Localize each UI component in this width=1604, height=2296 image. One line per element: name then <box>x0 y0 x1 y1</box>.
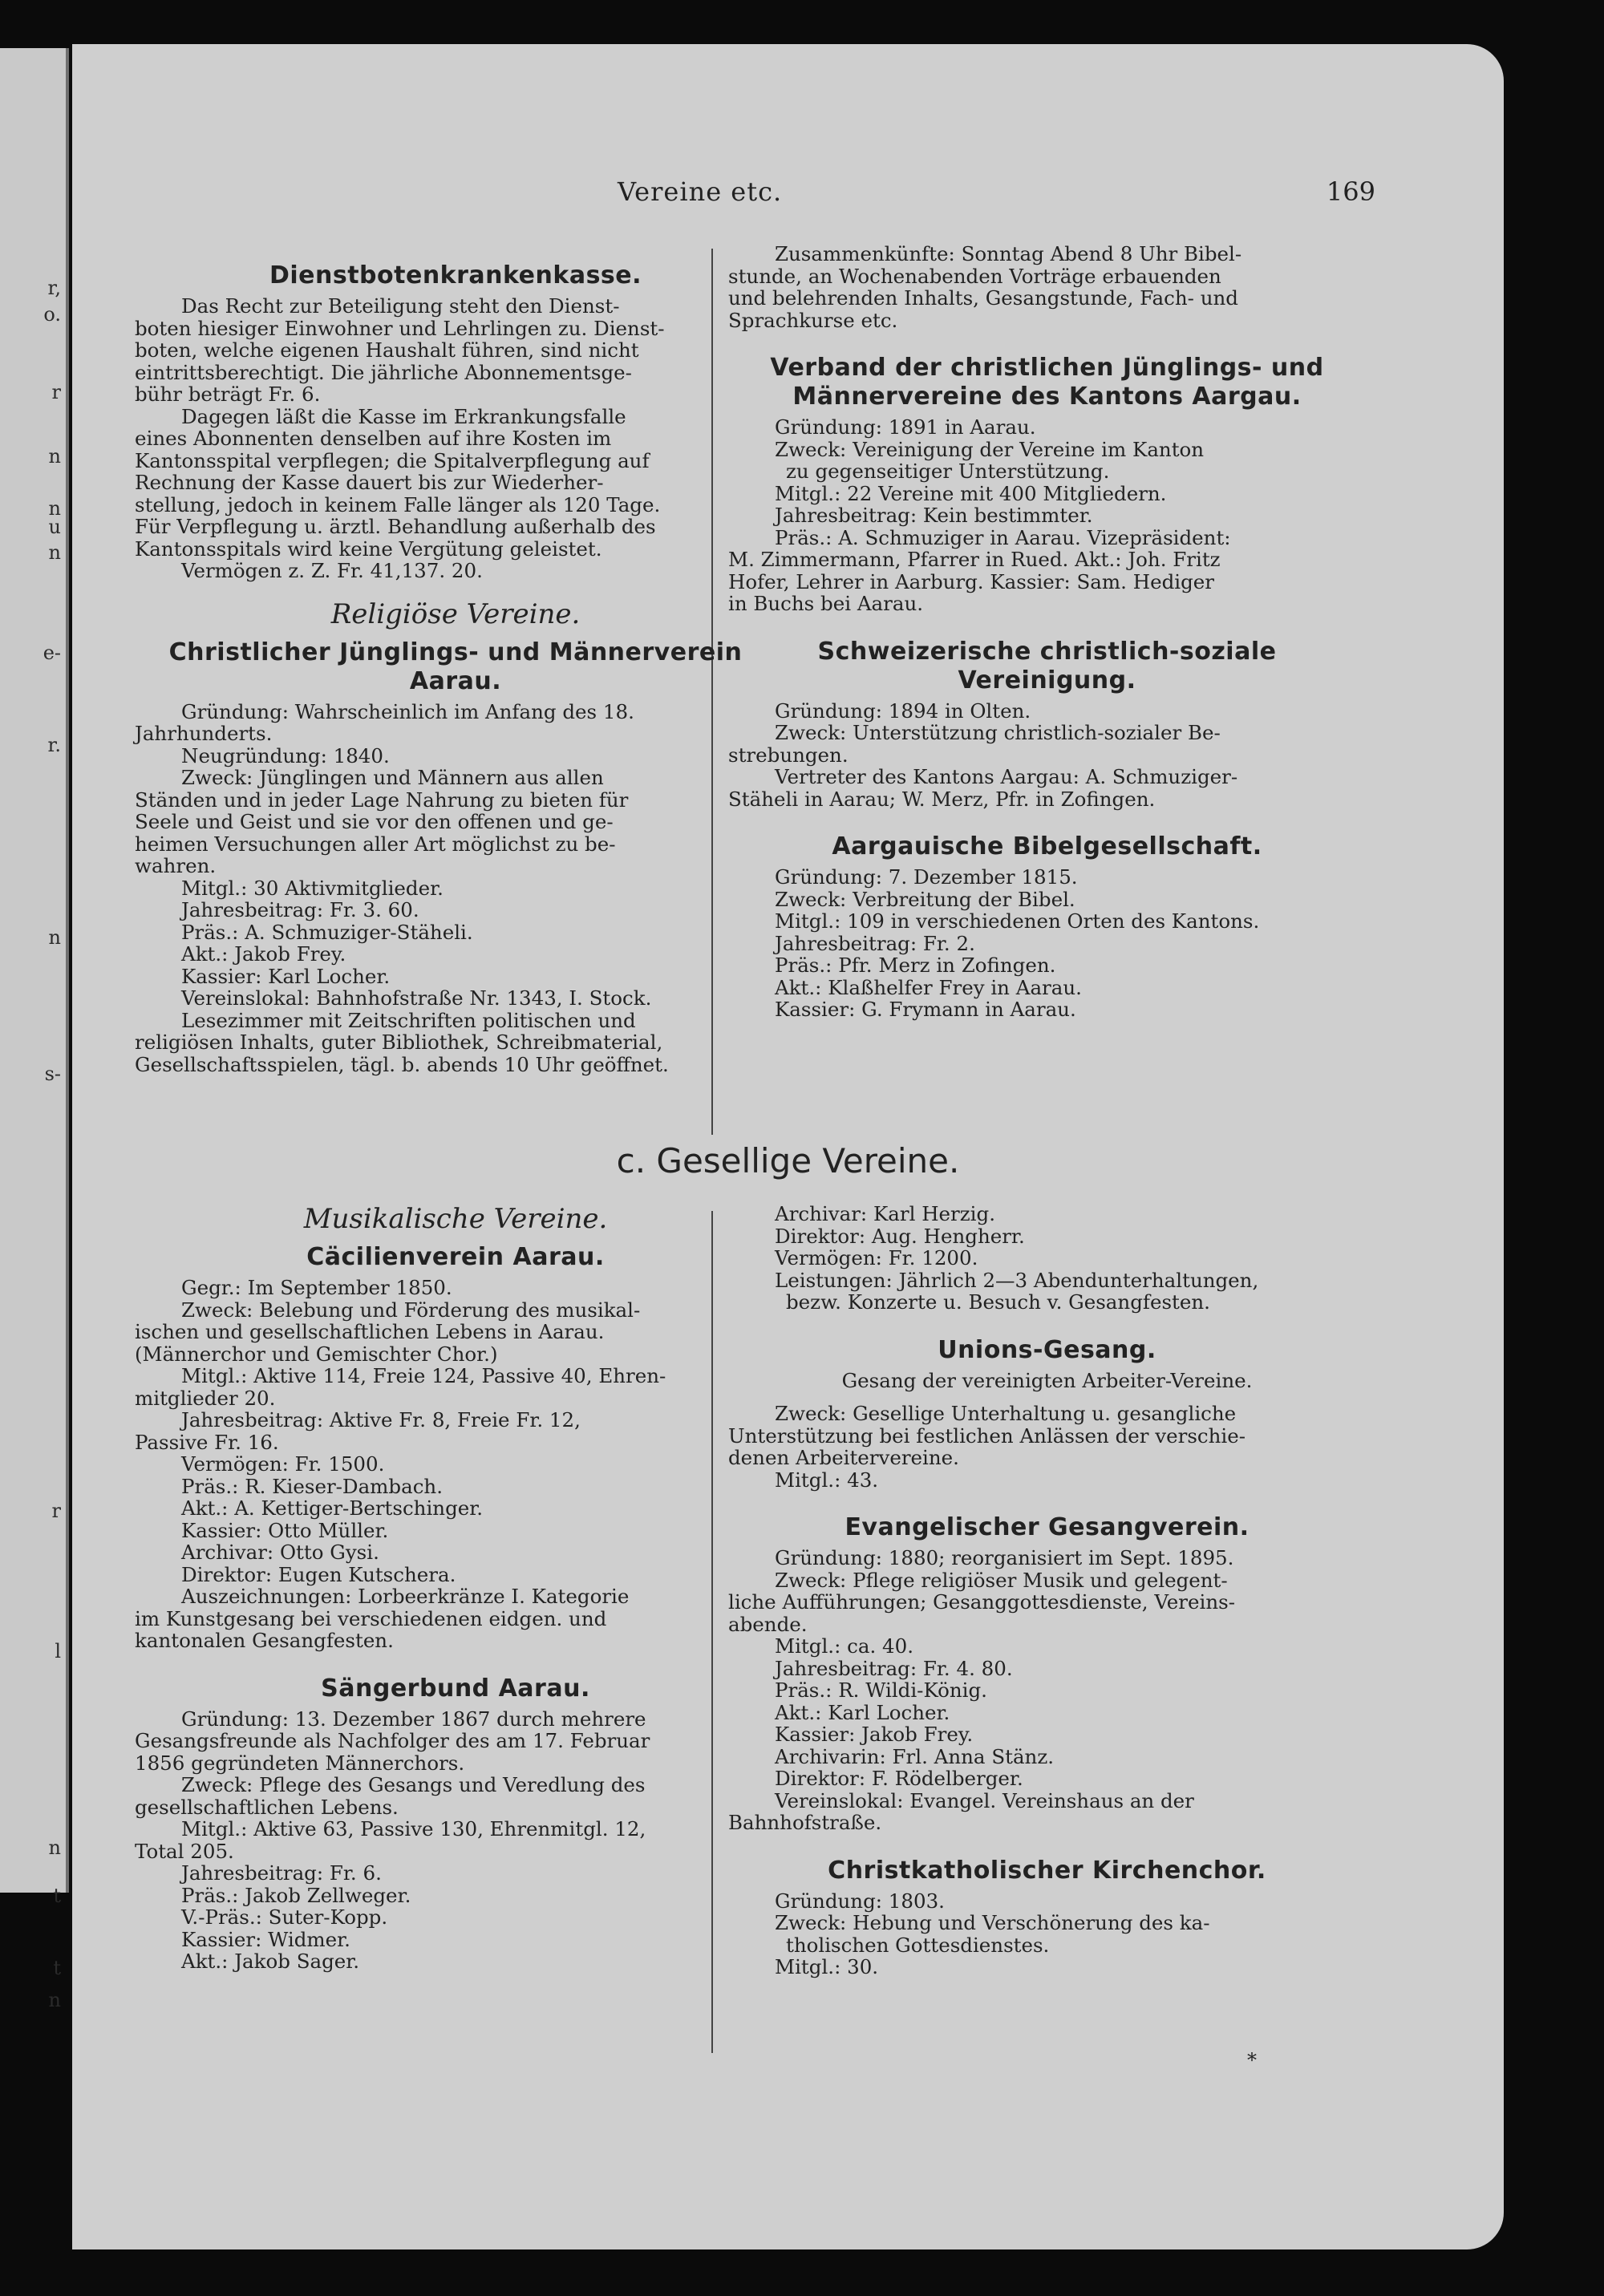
text-line: Akt.: Jakob Frey. <box>181 942 346 966</box>
text-line: Kassier: Widmer. <box>181 1927 350 1951</box>
text-line: Gründung: 13. Dezember 1867 durch mehrere <box>181 1707 646 1731</box>
margin-fragment: n <box>48 541 61 564</box>
margin-fragment: n <box>48 497 61 520</box>
text-line: Präs.: R. Kieser-Dambach. <box>181 1474 443 1498</box>
entry-title-verband-aargau: Verband der christlichen Jünglings- und Männervereine des Kantons Aargau. <box>770 354 1324 411</box>
previous-page-edge <box>0 48 69 2011</box>
text-line: mitglieder 20. <box>135 1386 276 1410</box>
text-line: Kassier: Otto Müller. <box>181 1518 389 1542</box>
text-line: Gründung: 1891 in Aarau. <box>775 415 1036 439</box>
text-line: Mitgl.: Aktive 63, Passive 130, Ehrenmitgl. 12, <box>181 1817 646 1840</box>
text-line: V.-Präs.: Suter-Kopp. <box>181 1905 388 1929</box>
text-line: Direktor: Eugen Kutschera. <box>181 1562 456 1586</box>
entry-title-saengerbund: Sängerbund Aarau. <box>321 1674 590 1703</box>
text-line: Jahresbeitrag: Fr. 4. 80. <box>775 1656 1013 1680</box>
text-line: ischen und gesellschaftlichen Lebens in Aarau. <box>135 1320 605 1343</box>
text-line: Kantonsspitals wird keine Vergütung geleistet. <box>135 537 602 561</box>
text-line: eines Abonnenten denselben auf ihre Kosten im <box>135 427 612 450</box>
text-line: Gründung: 1803. <box>775 1889 945 1913</box>
text-line: boten hiesiger Einwohner und Lehrlingen zu. Dienst- <box>135 316 665 340</box>
spacer <box>728 615 1366 633</box>
spacer <box>728 331 1366 349</box>
text-line: Neugründung: 1840. <box>181 743 390 767</box>
text-line: Jahresbeitrag: Aktive Fr. 8, Freie Fr. 12, <box>181 1408 581 1431</box>
margin-fragment: n <box>48 1836 61 1859</box>
text-line: Seele und Geist und sie vor den offenen und ge- <box>135 810 614 833</box>
text-line: 1856 gegründeten Männerchors. <box>135 1751 465 1775</box>
text-line: kantonalen Gesangfesten. <box>135 1629 394 1652</box>
text-line: Kantonsspital verpflegen; die Spitalverpflegung auf <box>135 448 650 472</box>
text-line: Zweck: Unterstützung christlich-sozialer Be- <box>775 721 1221 744</box>
text-line: Gegr.: Im September 1850. <box>181 1276 452 1299</box>
entry-title-christkatholischer-kirchenchor: Christkatholischer Kirchenchor. <box>828 1856 1266 1885</box>
margin-fragment: r. <box>47 734 61 756</box>
text-line: Das Recht zur Beteiligung steht den Dienst- <box>181 294 620 318</box>
ornament-asterisk-icon: * <box>1247 2049 1257 2071</box>
margin-fragment: e- <box>43 642 61 664</box>
category-heading-musikalische-vereine: Musikalische Vereine. <box>303 1203 608 1235</box>
text-line: tholischen Gottesdienstes. <box>786 1933 1050 1957</box>
category-heading-religioese-vereine: Religiöse Vereine. <box>330 597 581 630</box>
text-line: heimen Versuchungen aller Art möglichst zu be- <box>135 832 616 856</box>
margin-fragment: r, <box>47 277 61 299</box>
entry-title-bibelgesellschaft: Aargauische Bibelgesellschaft. <box>832 832 1262 860</box>
entry-title-caecilienverein: Cäcilienverein Aarau. <box>306 1243 605 1271</box>
text-line: Vermögen z. Z. Fr. 41,137. 20. <box>181 559 483 582</box>
text-line: strebungen. <box>728 743 849 767</box>
text-line: Vermögen: Fr. 1500. <box>181 1452 385 1476</box>
text-line: Gesangsfreunde als Nachfolger des am 17. Februar <box>135 1729 650 1752</box>
text-line: Stäheli in Aarau; W. Merz, Pfr. in Zofingen. <box>728 787 1156 811</box>
text-line: Zweck: Vereinigung der Vereine im Kanton <box>775 437 1205 461</box>
entry-title-christlich-soziale-vereinigung: Schweizerische christlich-soziale Vereinigung. <box>817 637 1277 694</box>
text-line: Dagegen läßt die Kasse im Erkrankungsfalle <box>181 404 626 428</box>
margin-fragment: o. <box>43 303 61 326</box>
entry-title-dienstbotenkrankenkasse: Dienstbotenkrankenkasse. <box>269 261 642 290</box>
text-line: Total 205. <box>135 1839 234 1863</box>
spacer <box>728 1491 1366 1508</box>
text-line: religiösen Inhalts, guter Bibliothek, Schreibmaterial, <box>135 1031 663 1054</box>
text-line: stellung, jedoch in keinem Falle länger als 120 Tage. <box>135 492 661 516</box>
right-column-bottom <box>728 1203 1366 1978</box>
text-line: Archivarin: Frl. Anna Stänz. <box>775 1744 1055 1768</box>
text-line: Vereinslokal: Bahnhofstraße Nr. 1343, I. Stock. <box>181 986 652 1010</box>
text-line: Vereinslokal: Evangel. Vereinshaus an der <box>775 1788 1194 1812</box>
text-line: Gründung: 7. Dezember 1815. <box>775 865 1078 889</box>
text-line: Vertreter des Kantons Aargau: A. Schmuziger- <box>775 765 1238 788</box>
text-line: in Buchs bei Aarau. <box>728 592 924 615</box>
text-line: Jahresbeitrag: Fr. 3. 60. <box>181 898 419 921</box>
left-column-top <box>135 257 776 1075</box>
text-line: Zweck: Pflege religiöser Musik und gelegent- <box>775 1568 1228 1592</box>
margin-fragment: r <box>51 1500 61 1522</box>
text-line: Direktor: F. Rödelberger. <box>775 1767 1023 1790</box>
spacer <box>135 1652 776 1670</box>
text-line: Leistungen: Jährlich 2—3 Abendunterhaltungen, <box>775 1268 1259 1292</box>
text-line: Zweck: Verbreitung der Bibel. <box>775 887 1075 911</box>
text-line: Präs.: A. Schmuziger-Stäheli. <box>181 920 473 944</box>
margin-fragment: t <box>53 1885 61 1907</box>
text-line: Jahresbeitrag: Fr. 6. <box>181 1861 382 1885</box>
text-line: abende. <box>728 1612 808 1636</box>
text-line: Akt.: Klaßhelfer Frey in Aarau. <box>775 975 1082 999</box>
text-line: Mitgl.: Aktive 114, Freie 124, Passive 40, Ehren- <box>181 1364 666 1387</box>
left-column-bottom <box>135 1203 776 1973</box>
margin-fragment: t <box>53 1957 61 1979</box>
text-line: Jahrhunderts. <box>135 722 273 745</box>
margin-fragment: u <box>48 516 61 538</box>
text-line: Vermögen: Fr. 1200. <box>775 1246 978 1269</box>
text-line: Passive Fr. 16. <box>135 1430 279 1454</box>
margin-fragment: r <box>51 381 61 403</box>
margin-fragment: n <box>48 1989 61 2011</box>
text-line: eintrittsberechtigt. Die jährliche Abonnementsge- <box>135 360 632 384</box>
margin-fragment: n <box>48 926 61 949</box>
text-line: Kassier: Jakob Frey. <box>775 1723 974 1746</box>
text-line: Präs.: R. Wildi-König. <box>775 1678 987 1702</box>
text-line: Auszeichnungen: Lorbeerkränze I. Kategorie <box>181 1585 630 1608</box>
text-line: Rechnung der Kasse dauert bis zur Wiederher- <box>135 471 604 494</box>
text-line: bühr beträgt Fr. 6. <box>135 383 321 406</box>
text-line: Sprachkurse etc. <box>728 308 898 332</box>
text-line: Archivar: Karl Herzig. <box>775 1202 995 1225</box>
page-number: 169 <box>1326 176 1375 207</box>
text-line: Gründung: 1894 in Olten. <box>775 699 1031 723</box>
text-line: Gesellschaftsspielen, tägl. b. abends 10 Uhr geöffnet. <box>135 1052 669 1076</box>
margin-fragment: s- <box>44 1063 61 1085</box>
text-line: Akt.: Karl Locher. <box>775 1700 950 1724</box>
text-line: im Kunstgesang bei verschiedenen eidgen. und <box>135 1606 607 1630</box>
text-line: Ständen und in jeder Lage Nahrung zu bieten für <box>135 788 629 812</box>
text-line: Gründung: 1880; reorganisiert im Sept. 1895. <box>775 1546 1234 1569</box>
text-line: stunde, an Wochenabenden Vorträge erbauenden <box>728 264 1221 288</box>
text-line: Kassier: Karl Locher. <box>181 964 391 988</box>
text-line: Präs.: Pfr. Merz in Zofingen. <box>775 954 1056 977</box>
text-line: Mitgl.: ca. 40. <box>775 1634 913 1658</box>
text-line: Akt.: Jakob Sager. <box>181 1950 360 1973</box>
entry-title-jünglingsverein-aarau: Christlicher Jünglings- und Männerverein Aarau. <box>168 638 743 695</box>
text-line: Zweck: Hebung und Verschönerung des ka- <box>775 1911 1210 1934</box>
text-line: Lesezimmer mit Zeitschriften politischen und <box>181 1008 636 1032</box>
text-line: Zweck: Jünglingen und Männern aus allen <box>181 766 604 789</box>
text-line: Mitgl.: 43. <box>775 1468 879 1492</box>
text-line: bezw. Konzerte u. Besuch v. Gesangfesten. <box>786 1290 1210 1314</box>
text-line: zu gegenseitiger Unterstützung. <box>786 460 1110 483</box>
text-line: Bahnhofstraße. <box>728 1811 882 1834</box>
text-line: Zweck: Pflege des Gesangs und Veredlung des <box>181 1773 646 1796</box>
text-line: Hofer, Lehrer in Aarburg. Kassier: Sam. Hediger <box>728 569 1215 593</box>
text-line: Kassier: G. Frymann in Aarau. <box>775 998 1076 1021</box>
text-line: und belehrenden Inhalts, Gesangstunde, Fach- und <box>728 286 1238 310</box>
text-line: Zweck: Belebung und Förderung des musikal- <box>181 1298 641 1322</box>
text-line: Direktor: Aug. Hengherr. <box>775 1224 1025 1248</box>
entry-title-evangelischer-gesangverein: Evangelischer Gesangverein. <box>845 1513 1250 1541</box>
margin-fragment: l <box>55 1640 61 1662</box>
text-line: gesellschaftlichen Lebens. <box>135 1795 399 1819</box>
text-line: Archivar: Otto Gysi. <box>181 1541 379 1564</box>
text-line: Mitgl.: 30. <box>775 1955 879 1978</box>
text-line: denen Arbeitervereine. <box>728 1446 959 1469</box>
text-line: Mitgl.: 30 Aktivmitglieder. <box>181 876 444 900</box>
text-line: Unterstützung bei festlichen Anlässen der verschie- <box>728 1423 1246 1448</box>
section-title: c. Gesellige Vereine. <box>616 1141 960 1180</box>
text-line: Mitgl.: 109 in verschiedenen Orten des Kantons. <box>775 909 1260 933</box>
entry-title-unions-gesang: Unions-Gesang. <box>938 1335 1156 1364</box>
text-line: M. Zimmermann, Pfarrer in Rued. Akt.: Joh. Fritz <box>728 548 1221 571</box>
text-line: (Männerchor und Gemischter Chor.) <box>135 1342 498 1366</box>
spacer <box>728 1314 1366 1331</box>
text-line: Gründung: Wahrscheinlich im Anfang des 18. <box>181 699 634 723</box>
text-line: Jahresbeitrag: Kein bestimmter. <box>775 504 1093 527</box>
text-line: Zusammenkünfte: Sonntag Abend 8 Uhr Bibel- <box>775 242 1242 265</box>
text-line: Akt.: A. Kettiger-Bertschinger. <box>181 1496 484 1520</box>
entry-subtitle: Gesang der vereinigten Arbeiter-Vereine. <box>841 1368 1253 1392</box>
text-line: Jahresbeitrag: Fr. 2. <box>775 931 975 955</box>
text-line: boten, welche eigenen Haushalt führen, sind nicht <box>135 338 639 362</box>
text-line: Präs.: A. Schmuziger in Aarau. Vizepräsident: <box>775 525 1231 549</box>
running-head: Vereine etc. <box>618 176 783 207</box>
spacer <box>728 1834 1366 1852</box>
spacer <box>728 810 1366 828</box>
spacer <box>728 1391 1366 1403</box>
right-column-top <box>728 243 1366 1021</box>
text-line: liche Aufführungen; Gesanggottesdienste, Vereins- <box>728 1590 1235 1614</box>
text-line: Mitgl.: 22 Vereine mit 400 Mitgliedern. <box>775 481 1167 505</box>
margin-fragment: n <box>48 445 61 468</box>
text-line: wahren. <box>135 854 217 877</box>
text-line: Präs.: Jakob Zellweger. <box>181 1883 411 1907</box>
text-line: Für Verpflegung u. ärztl. Behandlung außerhalb des <box>135 515 656 538</box>
text-line: Zweck: Gesellige Unterhaltung u. gesangliche <box>775 1402 1237 1425</box>
book-page <box>72 44 1504 2249</box>
